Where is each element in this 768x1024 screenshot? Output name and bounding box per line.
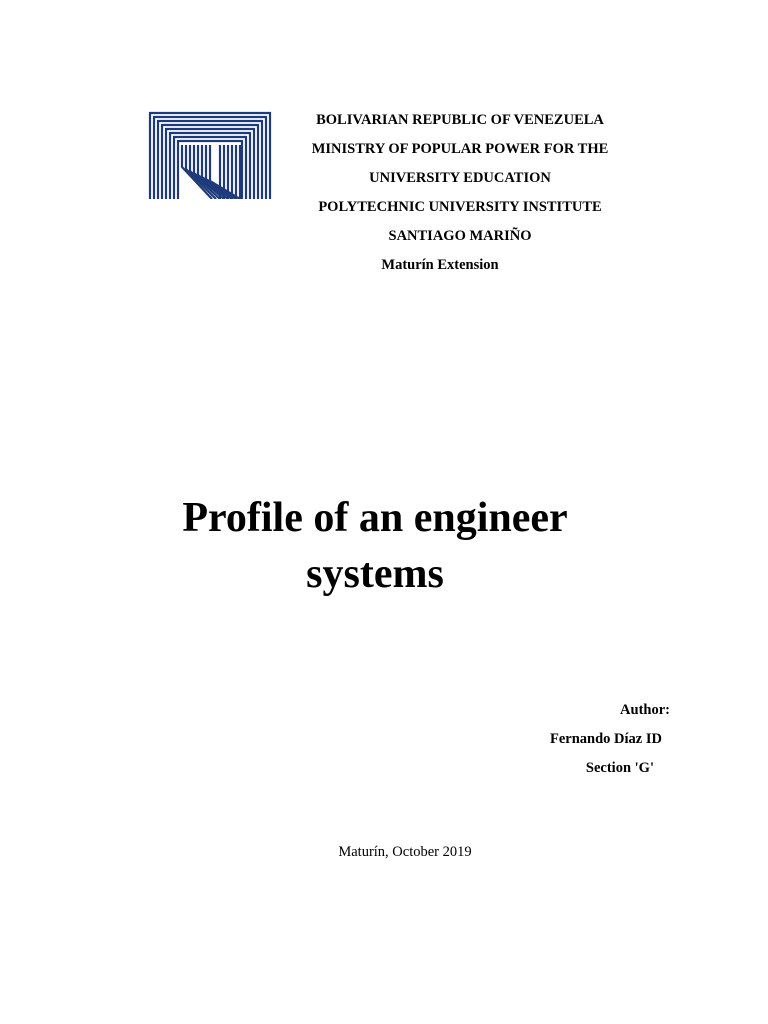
author-section: Section 'G' — [585, 760, 654, 776]
header-institute-name: SANTIAGO MARIÑO — [388, 228, 532, 244]
place-date: Maturín, October 2019 — [338, 844, 472, 860]
author-label: Author: — [620, 702, 670, 718]
author-name: Fernando Díaz ID — [550, 731, 662, 747]
institution-logo-icon — [148, 111, 272, 199]
title-line-1: Profile of an engineer — [182, 495, 568, 541]
title-line-2: systems — [306, 551, 444, 597]
header-extension: Maturín Extension — [381, 257, 499, 273]
header-ministry: MINISTRY OF POPULAR POWER FOR THE — [311, 141, 609, 157]
document-title — [100, 490, 650, 602]
header-institute: POLYTECHNIC UNIVERSITY INSTITUTE — [318, 199, 602, 215]
header-ministry-cont: UNIVERSITY EDUCATION — [369, 170, 551, 186]
header-country: BOLIVARIAN REPUBLIC OF VENEZUELA — [316, 112, 604, 128]
